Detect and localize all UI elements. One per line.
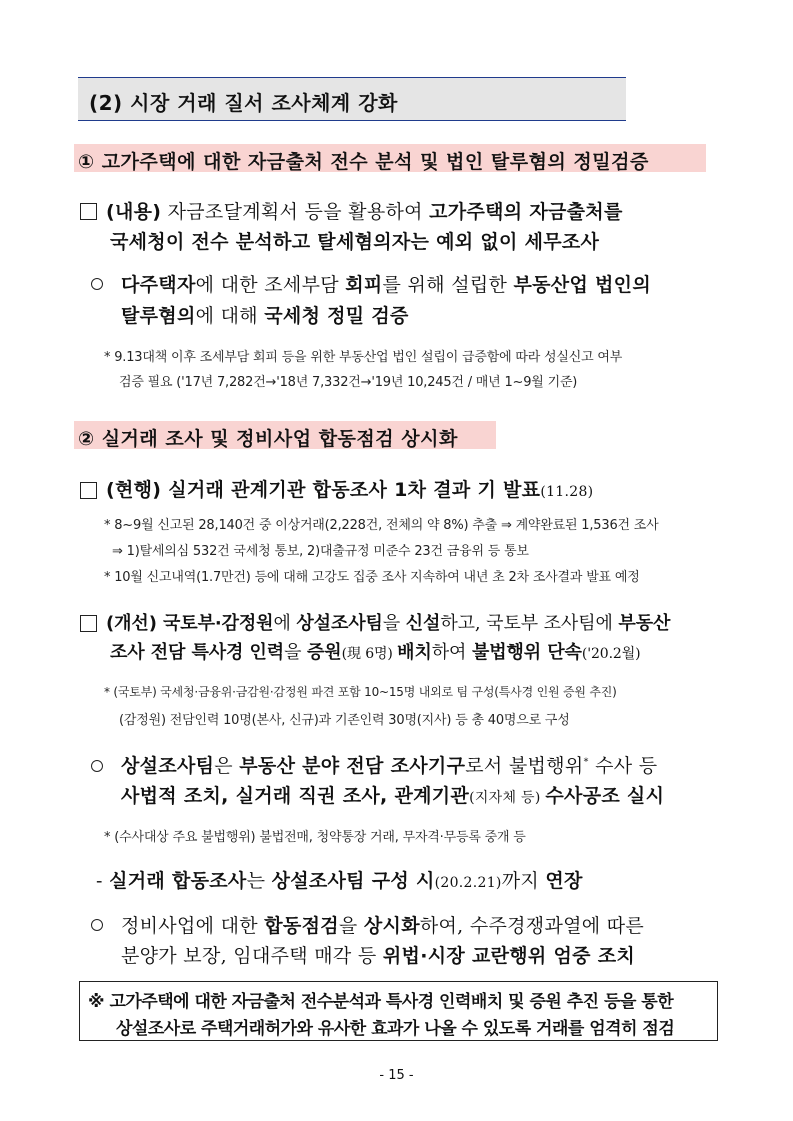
subheading-1-text: ① 고가주택에 대한 자금출처 전수 분석 및 법인 탈루혐의 정밀검증 [78, 151, 649, 173]
summary-box [79, 981, 718, 1041]
section-title-box [78, 77, 626, 121]
footnote-1-line-1: * 9.13대책 이후 조세부담 회피 등을 위한 부동산업 법인 설립이 급증함에 따라 성실신고 여부 [104, 350, 623, 365]
summary-line-2: 상설조사로 주택거래허가와 유사한 효과가 나올 수 있도록 거래를 엄격히 점검 [116, 1019, 675, 1039]
para-1-line-1: (내용) 자금조달계획서 등을 활용하여 고가주택의 자금출처를 [106, 201, 623, 223]
circle-1-line-1: 다주택자에 대한 조세부담 회피를 위해 설립한 부동산업 법인의 [121, 274, 651, 296]
circle-bullet-icon [91, 919, 103, 931]
footnote-4: * (수사대상 주요 불법행위) 불법전매, 청약통장 거래, 무자격·무등록 중개 등 [104, 830, 526, 845]
circle-3-line-2: 분양가 보장, 임대주택 매각 등 위법·시장 교란행위 엄중 조치 [121, 945, 636, 967]
circle-bullet-icon [91, 278, 103, 290]
summary-line-1: ※ 고가주택에 대한 자금출처 전수분석과 특사경 인력배치 및 증원 추진 등을 통한 [88, 992, 674, 1012]
circle-3-line-1: 정비사업에 대한 합동점검을 상시화하여, 수주경쟁과열에 따른 [121, 915, 645, 937]
section-title: (2) 시장 거래 질서 조사체계 강화 [89, 91, 398, 115]
circle-2-line-1: 상설조사팀은 부동산 분야 전담 조사기구로서 불법행위* 수사 등 [121, 755, 658, 777]
dash-line: - 실거래 합동조사는 상설조사팀 구성 시(20.2.21)까지 연장 [96, 870, 583, 892]
square-bullet-icon [80, 203, 97, 220]
para-1-line-2: 국세청이 전수 분석하고 탈세혐의자는 예외 없이 세무조사 [110, 231, 600, 253]
footnote-2-line-3: * 10월 신고내역(1.7만건) 등에 대해 고강도 집중 조사 지속하여 내년 초 2차 조사결과 발표 예정 [104, 570, 640, 585]
para-2-line: (현행) 실거래 관계기관 합동조사 1차 결과 기 발표(11.28) [106, 479, 594, 501]
para-3-line-1: (개선) 국토부·감정원에 상설조사팀을 신설하고, 국토부 조사팀에 부동산 [106, 613, 671, 634]
square-bullet-icon [80, 482, 97, 499]
footnote-2-line-1: * 8~9월 신고된 28,140건 중 이상거래(2,228건, 전체의 약 8%) 추출 ⇒ 계약완료된 1,536건 조사 [104, 518, 659, 533]
circle-bullet-icon [91, 760, 103, 772]
footnote-3-line-2: (감정원) 전담인력 10명(본사, 신규)과 기존인력 30명(지사) 등 총 40명으로 구성 [119, 713, 570, 728]
circle-2-line-2: 사법적 조치, 실거래 직권 조사, 관계기관(지자체 등) 수사공조 실시 [121, 785, 665, 807]
page-number: - 15 - [379, 1068, 414, 1083]
square-bullet-icon [80, 615, 97, 632]
footnote-2-line-2: ⇒ 1)탈세의심 532건 국세청 통보, 2)대출규정 미준수 23건 금융위 등 통보 [112, 544, 529, 559]
subheading-1 [74, 144, 706, 172]
para-3-line-2: 조사 전담 특사경 인력을 증원(現 6명) 배치하여 불법행위 단속('20.2월) [110, 642, 641, 663]
circle-1-line-2: 탈루혐의에 대해 국세청 정밀 검증 [121, 305, 409, 327]
footnote-1-line-2: 검증 필요 ('17년 7,282건→'18년 7,332건→'19년 10,245건 / 매년 1~9월 기준) [119, 375, 578, 390]
subheading-2-text: ② 실거래 조사 및 정비사업 합동점검 상시화 [78, 428, 458, 450]
subheading-2 [74, 421, 496, 449]
footnote-3-line-1: * (국토부) 국세청·금융위·금감원·감정원 파견 포함 10~15명 내외로 팀 구성(특사경 인원 증원 추진) [104, 685, 617, 699]
